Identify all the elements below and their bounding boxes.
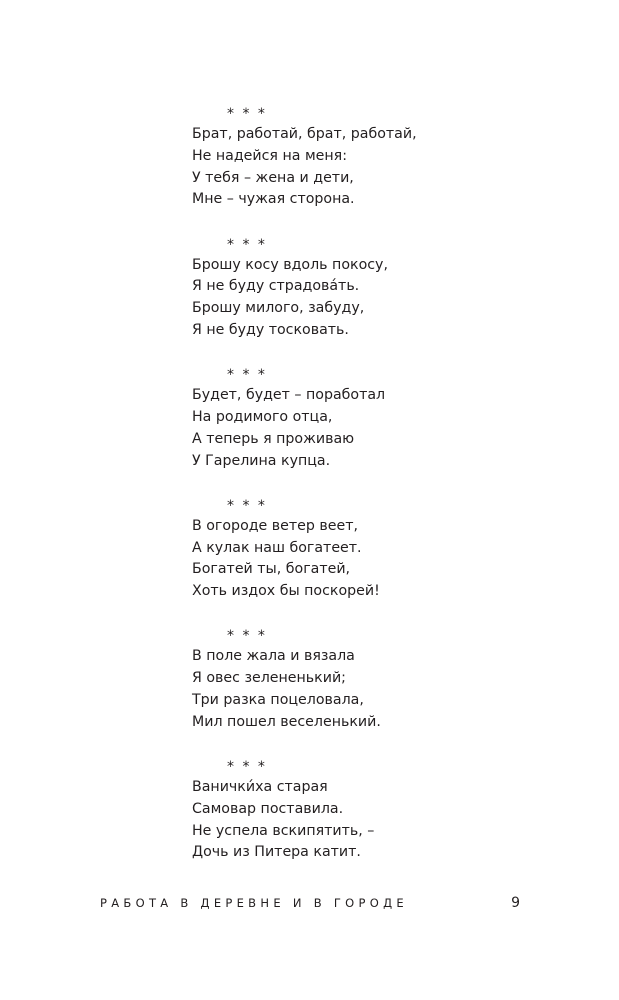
poem-collection <box>192 104 522 888</box>
verse-line: Богатей ты, богатей, <box>192 561 351 578</box>
verse-line: Самовар поставила. <box>192 800 344 817</box>
stanza-separator: * * * <box>227 367 267 384</box>
stanza-2 <box>192 235 522 366</box>
stanza-3 <box>192 365 522 496</box>
stanza-separator: * * * <box>227 497 267 514</box>
stanza-separator: * * * <box>227 106 267 122</box>
verse-line: А теперь я проживаю <box>192 430 355 447</box>
verse-line: Не успела вскипятить, – <box>192 822 375 839</box>
stanza-6 <box>192 757 522 888</box>
verse-line: А кулак наш богатеет. <box>192 539 362 556</box>
verse-line: Брошу косу вдоль покосу, <box>192 256 388 273</box>
stanza-separator: * * * <box>227 758 267 775</box>
verse-line: Мне – чужая сторона. <box>192 191 355 208</box>
verse-line: Дочь из Питера катит. <box>192 844 361 861</box>
verse-line: Брошу милого, забуду, <box>192 300 365 317</box>
verse-line: У Гарелина купца. <box>192 452 331 469</box>
verse-line: Брат, работай, брат, работай, <box>192 126 417 142</box>
verse-line: Хоть издох бы поскорей! <box>192 583 380 600</box>
verse-line: Я овес зелененький; <box>192 670 346 687</box>
stanza-5 <box>192 626 522 757</box>
verse-line: В огороде ветер веет, <box>192 517 358 534</box>
stanza-separator: * * * <box>227 236 267 253</box>
verse-line: Будет, будет – поработал <box>192 387 386 404</box>
verse-line: Я не буду тосковать. <box>192 321 349 338</box>
stanza-1 <box>192 104 522 235</box>
stanza-separator: * * * <box>227 628 267 645</box>
verse-line: Три разка поцеловала, <box>192 691 364 708</box>
verse-line: Я не буду страдова́ть. <box>192 278 360 295</box>
verse-line: Мил пошел веселенький. <box>192 713 381 730</box>
verse-line: Ванички́ха старая <box>192 778 328 795</box>
running-head: РАБОТА В ДЕРЕВНЕ И В ГОРОДЕ <box>100 896 408 910</box>
page-footer <box>100 893 520 913</box>
stanza-4 <box>192 496 522 627</box>
verse-line: На родимого отца, <box>192 408 333 425</box>
verse-line: У тебя – жена и дети, <box>192 169 354 186</box>
verse-line: Не надейся на меня: <box>192 147 347 164</box>
page-number: 9 <box>511 895 520 911</box>
verse-line: В поле жала и вязала <box>192 648 355 665</box>
